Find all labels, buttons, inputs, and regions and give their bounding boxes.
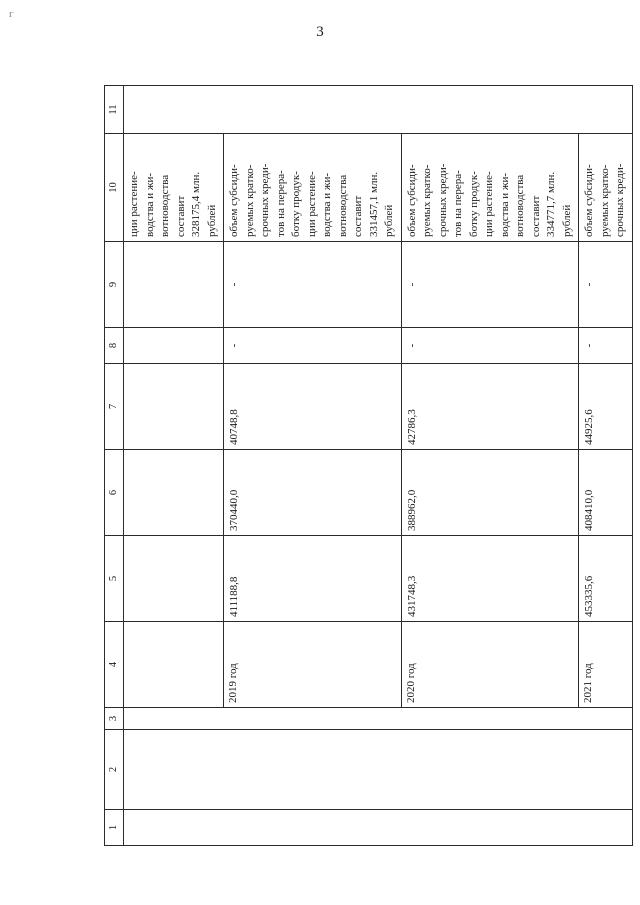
intro-cell-4 bbox=[124, 622, 224, 708]
year-cell: 2021 год bbox=[579, 622, 633, 708]
desc-line: срочных креди- bbox=[436, 163, 449, 237]
col-header-7: 7 bbox=[105, 364, 124, 450]
intro-line: вотноводства bbox=[159, 174, 171, 237]
desc-line: срочных креди- bbox=[614, 163, 626, 237]
value-col-8: - bbox=[224, 328, 402, 364]
intro-cell-6 bbox=[124, 450, 224, 536]
cell-col-3 bbox=[124, 708, 633, 730]
desc-line: объем субсиди- bbox=[583, 164, 595, 237]
header-row bbox=[105, 86, 124, 846]
intro-cell-5 bbox=[124, 536, 224, 622]
col-header-4: 4 bbox=[105, 622, 124, 708]
year-cell: 2020 год bbox=[401, 622, 579, 708]
value-col-5: 411188,8 bbox=[224, 536, 402, 622]
value-col-5: 453335,6 bbox=[579, 536, 633, 622]
data-table bbox=[104, 85, 633, 846]
col-header-10: 10 bbox=[105, 134, 124, 242]
intro-row bbox=[124, 86, 224, 846]
desc-line: тов на перера- bbox=[274, 170, 287, 237]
col-header-2: 2 bbox=[105, 730, 124, 810]
col-header-5: 5 bbox=[105, 536, 124, 622]
desc-line: вотноводства bbox=[336, 174, 349, 237]
scan-mark: г bbox=[9, 8, 14, 20]
desc-line: руемых кратко- bbox=[421, 164, 433, 237]
cell-col-11 bbox=[124, 86, 633, 134]
desc-line: объем субсиди- bbox=[405, 164, 418, 237]
intro-line: водства и жи- bbox=[143, 172, 156, 237]
desc-line: вотноводства bbox=[514, 174, 526, 237]
desc-line: ботку продук- bbox=[290, 171, 302, 237]
desc-line: составит bbox=[529, 195, 542, 237]
col-header-8: 8 bbox=[105, 328, 124, 364]
value-col-8: - bbox=[401, 328, 579, 364]
year-cell: 2019 год bbox=[224, 622, 402, 708]
col-header-6: 6 bbox=[105, 450, 124, 536]
col-header-1: 1 bbox=[105, 810, 124, 846]
desc-line: ции растение- bbox=[305, 171, 318, 237]
value-col-7: 40748,8 bbox=[224, 364, 402, 450]
cell-col-1 bbox=[124, 810, 633, 846]
value-col-8: - bbox=[579, 328, 633, 364]
value-col-9: - bbox=[401, 242, 579, 328]
value-col-7: 42786,3 bbox=[401, 364, 579, 450]
desc-line: ции растение- bbox=[483, 171, 495, 237]
col-header-9: 9 bbox=[105, 242, 124, 328]
desc-line: руемых кратко- bbox=[598, 164, 611, 237]
intro-line: 328175,4 млн. bbox=[190, 171, 202, 237]
value-col-7: 44925,6 bbox=[579, 364, 633, 450]
desc-line: срочных креди- bbox=[259, 163, 271, 237]
desc-line: 331457,1 млн. bbox=[367, 171, 380, 237]
intro-cell-8 bbox=[124, 328, 224, 364]
desc-line: рублей bbox=[383, 204, 395, 237]
description-cell bbox=[401, 134, 579, 242]
description-cell bbox=[579, 134, 633, 242]
page-number: 3 bbox=[316, 24, 324, 40]
col-header-3: 3 bbox=[105, 708, 124, 730]
description-cell bbox=[224, 134, 402, 242]
col-header-11: 11 bbox=[105, 86, 124, 134]
value-col-9: - bbox=[579, 242, 633, 328]
desc-line: водства и жи- bbox=[498, 172, 511, 237]
intro-line: составит bbox=[174, 195, 187, 237]
table-frame bbox=[96, 82, 626, 850]
desc-line: составит bbox=[352, 195, 364, 237]
desc-line: тов на перера- bbox=[452, 170, 464, 237]
desc-line: водства и жи- bbox=[321, 172, 333, 237]
desc-line: 334771,7 млн. bbox=[545, 171, 557, 237]
value-col-6: 408410,0 bbox=[579, 450, 633, 536]
intro-cell-7 bbox=[124, 364, 224, 450]
intro-line: ции растение- bbox=[128, 171, 140, 237]
intro-cell-9 bbox=[124, 242, 224, 328]
value-col-5: 431748,3 bbox=[401, 536, 579, 622]
cell-col-2 bbox=[124, 730, 633, 810]
desc-line: объем субсиди- bbox=[228, 164, 240, 237]
desc-line: ботку продук- bbox=[467, 171, 480, 237]
value-col-6: 370440,0 bbox=[224, 450, 402, 536]
intro-line: рублей bbox=[205, 204, 218, 237]
rotated-table-container bbox=[104, 86, 626, 846]
value-col-9: - bbox=[224, 242, 402, 328]
desc-line: руемых кратко- bbox=[243, 164, 256, 237]
value-col-6: 388962,0 bbox=[401, 450, 579, 536]
intro-desc bbox=[124, 134, 224, 242]
desc-line: рублей bbox=[560, 204, 573, 237]
